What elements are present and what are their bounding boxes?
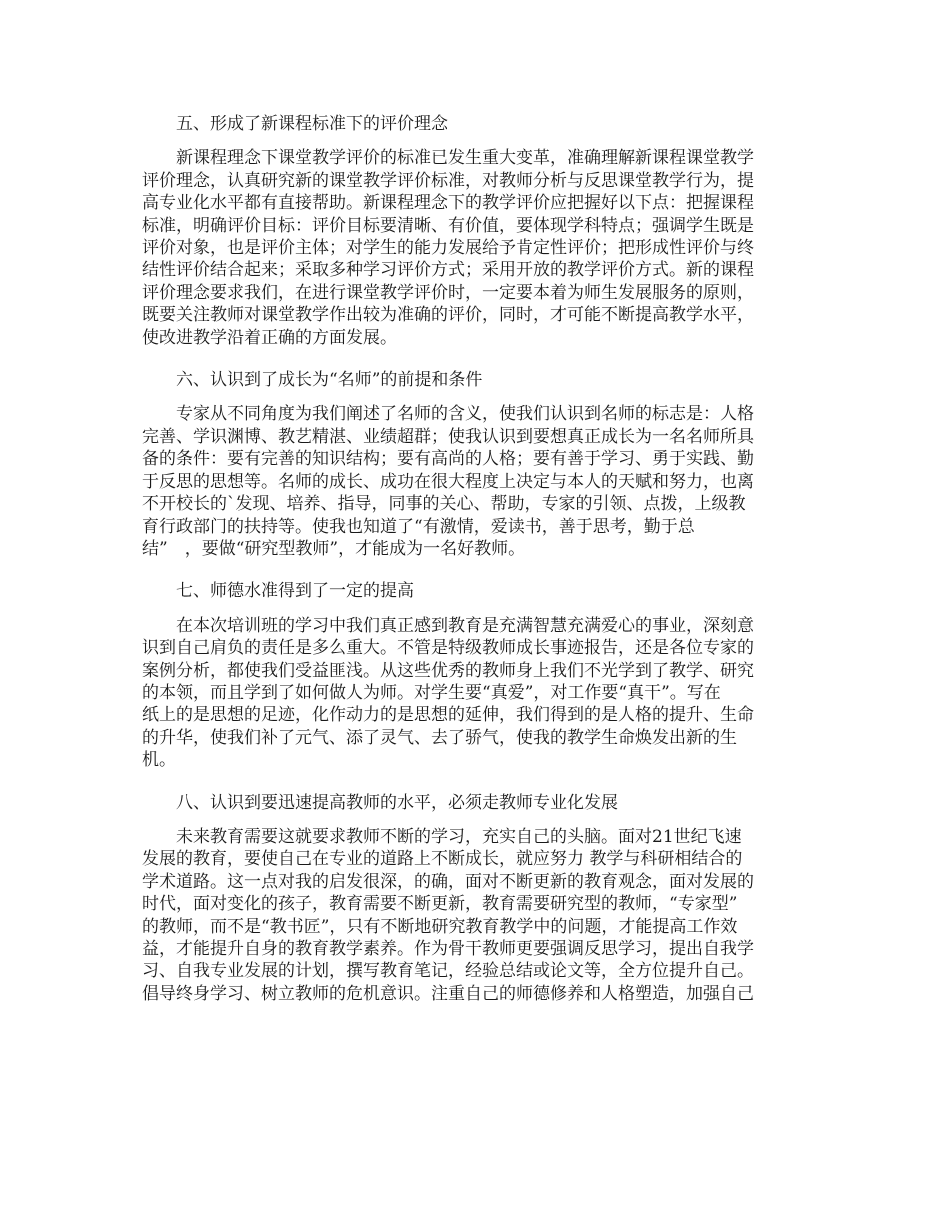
- paragraph-line: 时代，面对变化的孩子，教育需要不断更新，教育需要研究型的教师，“专家型”: [142, 894, 738, 915]
- section-paragraph-6: [142, 403, 812, 560]
- paragraph-line: 标准，明确评价目标：评价目标要清晰、有价值，要体现学科特点；强调学生既是: [142, 215, 754, 236]
- paragraph-line: 不开校长的`发现、培养、指导，同事的关心、帮助，专家的引领、点拨，上级教: [142, 494, 746, 515]
- section-heading-6: 六、认识到了成长为“名师”的前提和条件: [176, 370, 483, 391]
- paragraph-line: 高专业化水平都有直接帮助。新课程理念下的教学评价应把握好以下点：把握课程: [142, 193, 754, 214]
- paragraph-line: 专家从不同角度为我们阐述了名师的含义，使我们认识到名师的标志是：人格: [176, 404, 754, 425]
- paragraph-line: 既要关注教师对课堂教学作出较为准确的评价，同时，才可能不断提高教学水平，: [142, 305, 754, 326]
- paragraph-line: 未来教育需要这就要求教师不断的学习，充实自己的头脑。面对21世纪飞速: [176, 826, 742, 847]
- paragraph-line: 结” ，要做“研究型教师”，才能成为一名好教师。: [142, 538, 526, 559]
- paragraph-line: 使改进教学沿着正确的方面发展。: [142, 327, 397, 348]
- section-paragraph-5: [142, 147, 812, 349]
- section-paragraph-8: [142, 826, 812, 1005]
- paragraph-line: 于反思的思想等。名师的成长、成功在很大程度上决定与本人的天赋和努力，也离: [142, 471, 754, 492]
- paragraph-line: 结性评价结合起来；采取多种学习评价方式；采用开放的教学评价方式。新的课程: [142, 260, 754, 281]
- section-heading-8: 八、认识到要迅速提高教师的水平，必须走教师专业化发展: [176, 792, 618, 813]
- document-body: [142, 113, 812, 1025]
- paragraph-line: 评价对象，也是评价主体；对学生的能力发展给予肯定性评价；把形成性评价与终: [142, 238, 754, 259]
- paragraph-line: 识到自己肩负的责任是多么重大。不管是特级教师成长事迹报告，还是各位专家的: [142, 638, 754, 659]
- paragraph-line: 评价理念要求我们，在进行课堂教学评价时，一定要本着为师生发展服务的原则，: [142, 282, 754, 303]
- paragraph-line: 备的条件：要有完善的知识结构；要有高尚的人格；要有善于学习、勇于实践、勤: [142, 449, 754, 470]
- section-heading-7: 七、师德水准得到了一定的提高: [176, 581, 414, 602]
- paragraph-line: 习、自我专业发展的计划，撰写教育笔记，经验总结或论文等，全方位提升自己。: [142, 961, 754, 982]
- paragraph-line: 益，才能提升自身的教育教学素养。作为骨干教师更要强调反思学习，提出自我学: [142, 939, 754, 959]
- paragraph-line: 育行政部门的扶持等。使我也知道了“有激情，爱读书，善于思考，勤于总: [142, 516, 695, 537]
- section-heading-5: 五、形成了新课程标准下的评价理念: [176, 114, 448, 134]
- paragraph-line: 案例分析，都使我们受益匪浅。从这些优秀的教师身上我们不光学到了教学、研究: [142, 660, 754, 681]
- paragraph-line: 发展的教育，要使自己在专业的道路上不断成长，就应努力 教学与科研相结合的: [142, 849, 743, 870]
- paragraph-line: 新课程理念下课堂教学评价的标准已发生重大变革，准确理解新课程课堂教学: [176, 148, 754, 169]
- paragraph-line: 在本次培训班的学习中我们真正感到教育是充满智慧充满爱心的事业，深刻意: [176, 615, 754, 636]
- paragraph-line: 倡导终身学习、树立教师的危机意识。注重自己的师德修养和人格塑造，加强自己: [142, 983, 754, 1004]
- paragraph-line: 的教师，而不是“教书匠”，只有不断地研究教育教学中的问题，才能提高工作效: [142, 916, 738, 937]
- paragraph-line: 完善、学识渊博、教艺精湛、业绩超群；使我认识到要想真正成长为一名名师所具: [142, 426, 754, 447]
- paragraph-line: 的本领，而且学到了如何做人为师。对学生要“真爱”，对工作要“真干”。写在: [142, 682, 721, 703]
- paragraph-line: 机。: [142, 750, 176, 771]
- paragraph-line: 纸上的是思想的足迹，化作动力的是思想的延伸，我们得到的是人格的提升、生命: [142, 705, 754, 726]
- paragraph-line: 的升华，使我们补了元气、添了灵气、去了骄气，使我的教学生命焕发出新的生: [142, 727, 737, 748]
- paragraph-line: 学术道路。这一点对我的启发很深，的确，面对不断更新的教育观念，面对发展的: [142, 871, 754, 892]
- section-paragraph-7: [142, 615, 812, 772]
- paragraph-line: 评价理念，认真研究新的课堂教学评价标准，对教师分析与反思课堂教学行为，提: [142, 170, 754, 191]
